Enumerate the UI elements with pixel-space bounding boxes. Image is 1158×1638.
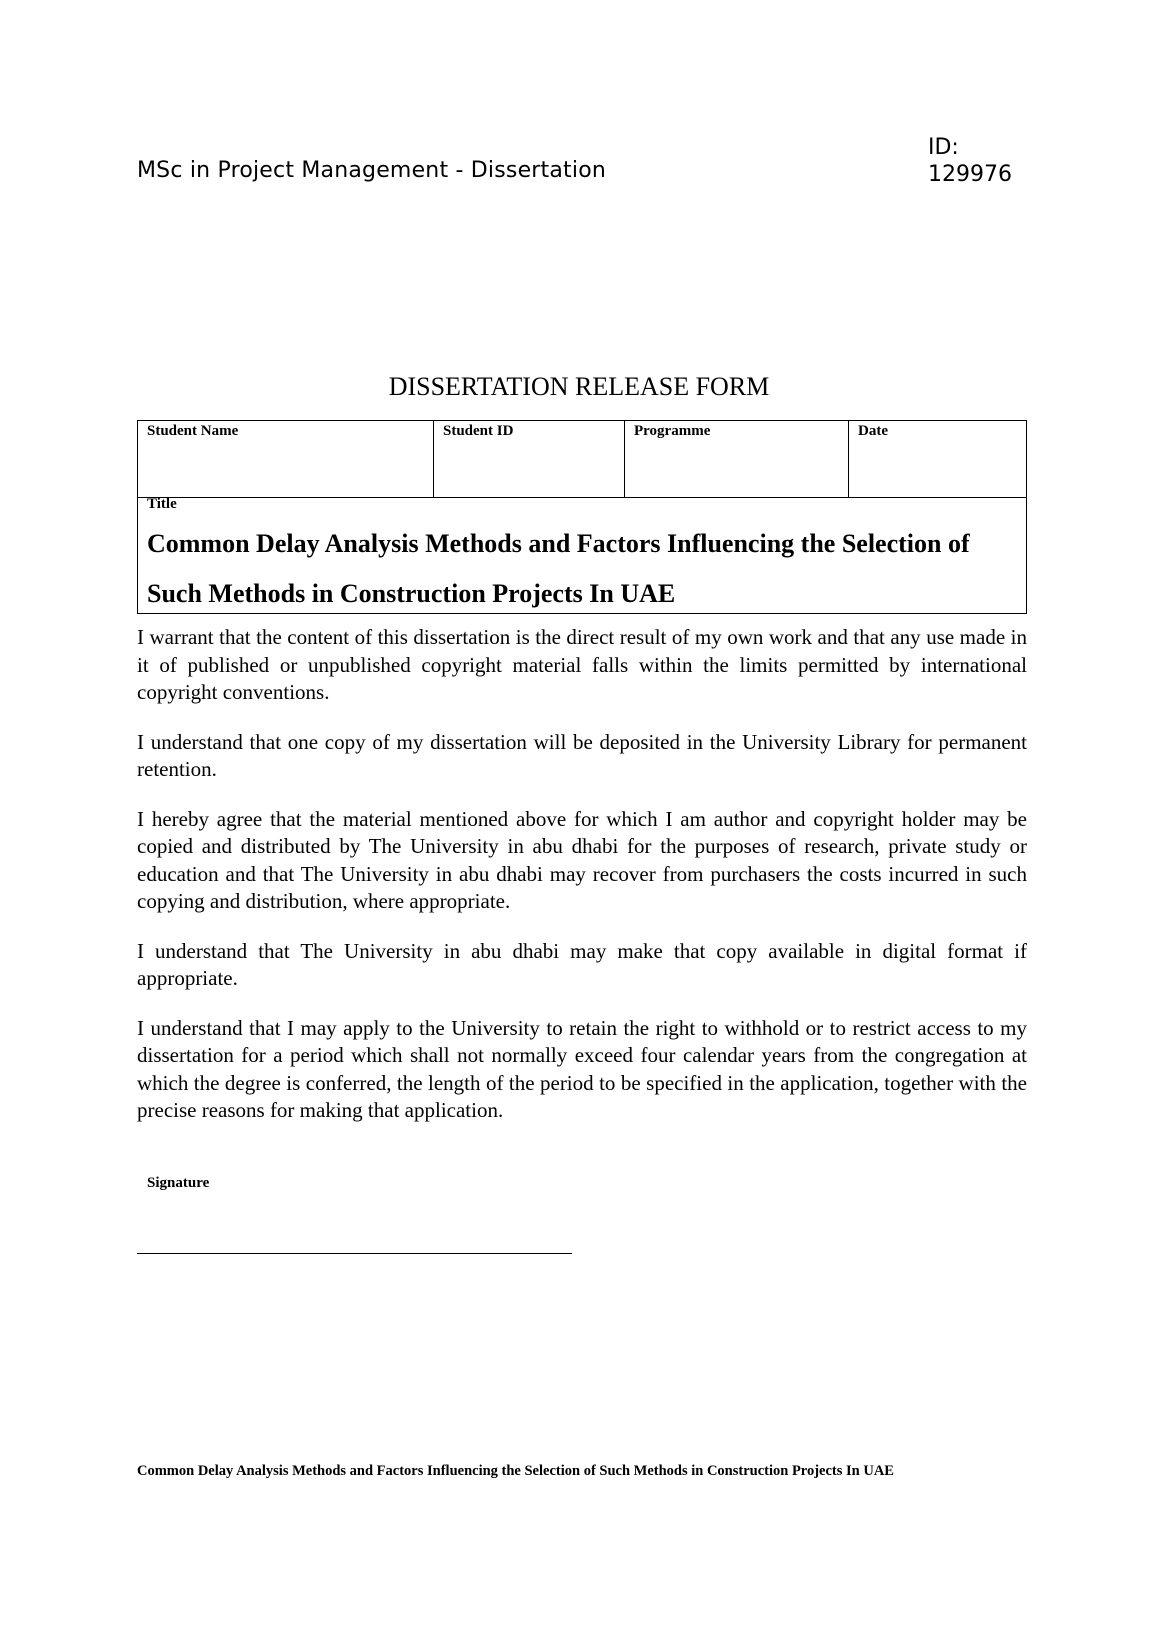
paragraph-digital-format: I understand that The University in abu dhabi may make that copy available in digital format if appropriate. xyxy=(137,938,1027,990)
student-name-cell[interactable] xyxy=(138,421,434,497)
paragraph-restriction: I understand that I may apply to the University to retain the right to withhold or to restrict access to my dissertation for a period which shall not normally exceed four calendar years from the congregation at which the degree is conferred, the length of the period to be specified in the application, together with the precise reasons for making that application. xyxy=(137,1015,1027,1122)
student-name-label: Student Name xyxy=(147,423,239,439)
date-label: Date xyxy=(858,423,888,439)
signature-label: Signature xyxy=(147,1175,210,1191)
student-id-cell[interactable] xyxy=(434,421,625,497)
programme-cell[interactable] xyxy=(625,421,849,497)
paragraph-warranty: I warrant that the content of this dissertation is the direct result of my own work and that any use made in it of published or unpublished copyright material falls within the limits permitted by international copyright conventions. xyxy=(137,625,1027,704)
student-id-label: Student ID xyxy=(443,423,514,439)
title-label: Title xyxy=(147,496,177,512)
programme-label: Programme xyxy=(634,423,711,439)
id-value: 129976 xyxy=(928,162,1012,187)
table-divider xyxy=(138,497,1026,498)
paragraph-distribution: I hereby agree that the material mentioned above for which I am author and copyright holder may be copied and distributed by The University in abu dhabi for the purposes of research, private study or education and that The University in abu dhabi may recover from purchasers the costs incurred in such copying and distribution, where appropriate. xyxy=(137,806,1027,913)
document-header-title: MSc in Project Management - Dissertation xyxy=(137,158,607,183)
signature-line[interactable] xyxy=(137,1253,572,1254)
dissertation-title: Common Delay Analysis Methods and Factors Influencing the Selection of Such Methods in Construction Projects In UAE xyxy=(147,529,970,608)
date-cell[interactable] xyxy=(849,421,1026,497)
declaration-text xyxy=(137,624,1027,1147)
student-id-block xyxy=(928,134,1012,188)
id-label: ID: xyxy=(928,135,959,160)
page-footer: Common Delay Analysis Methods and Factors Influencing the Selection of Such Methods in Construction Projects In UAE xyxy=(137,1463,894,1479)
form-heading: DISSERTATION RELEASE FORM xyxy=(388,372,770,401)
release-form-table xyxy=(137,420,1027,614)
paragraph-library-copy: I understand that one copy of my dissertation will be deposited in the University Library for permanent retention. xyxy=(137,729,1027,781)
